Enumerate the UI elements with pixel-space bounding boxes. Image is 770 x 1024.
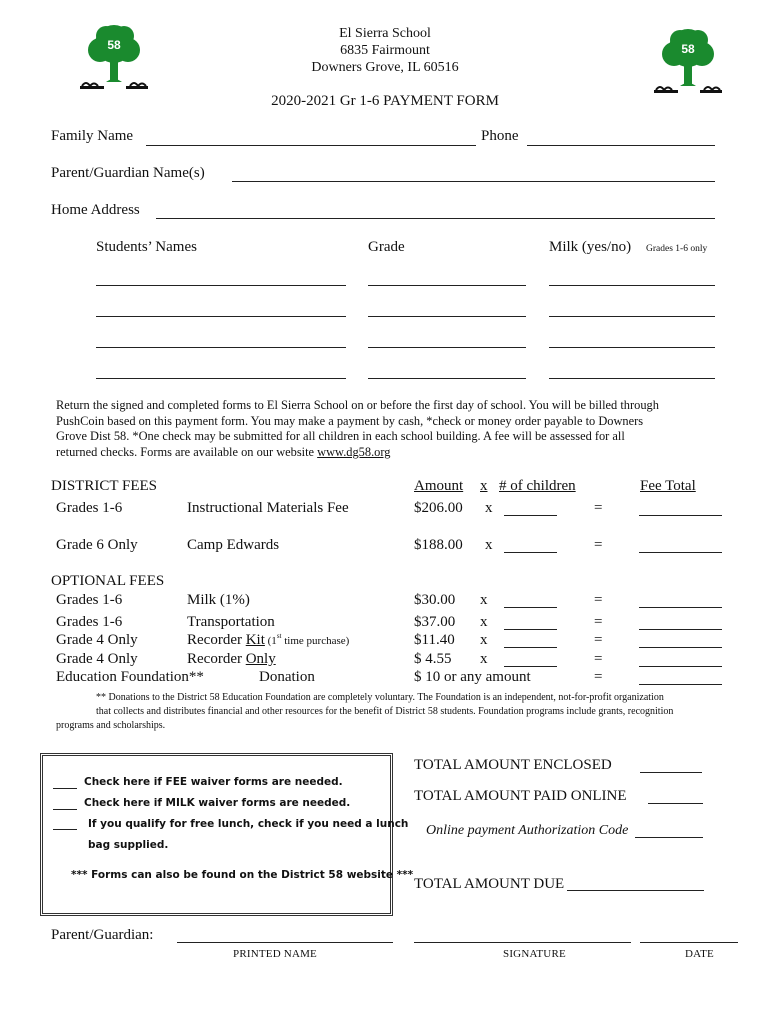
student-grade-field-3[interactable] bbox=[368, 347, 526, 348]
student-milk-field-1[interactable] bbox=[549, 285, 715, 286]
fee-total-field-recorder-kit[interactable] bbox=[639, 647, 722, 648]
children-count-field-transportation[interactable] bbox=[504, 629, 557, 630]
home-address-field[interactable] bbox=[156, 218, 715, 219]
times-sign: x bbox=[480, 651, 488, 667]
school-street: 6835 Fairmount bbox=[340, 43, 430, 58]
school-city: Downers Grove, IL 60516 bbox=[311, 60, 459, 75]
equals-sign: = bbox=[594, 669, 603, 685]
fee-waiver-label: Check here if FEE waiver forms are needed. bbox=[84, 776, 343, 788]
children-count-field-camp[interactable] bbox=[504, 552, 557, 553]
signature-caption: SIGNATURE bbox=[503, 948, 566, 960]
phone-field[interactable] bbox=[527, 145, 715, 146]
children-count-field-recorder-only[interactable] bbox=[504, 666, 557, 667]
total-paid-online-field[interactable] bbox=[648, 803, 703, 804]
fee-total-field-instructional[interactable] bbox=[639, 515, 722, 516]
children-count-field-recorder-kit[interactable] bbox=[504, 647, 557, 648]
family-name-field[interactable] bbox=[146, 145, 476, 146]
children-header: # of children bbox=[499, 478, 576, 494]
fee-row-grades: Grades 1-6 bbox=[56, 500, 123, 516]
fee-total-field-camp[interactable] bbox=[639, 552, 722, 553]
equals-sign: = bbox=[594, 614, 603, 630]
logo-text: 58 bbox=[107, 38, 121, 52]
fee-row-grades: Education Foundation** bbox=[56, 669, 204, 685]
fee-total-field-transportation[interactable] bbox=[639, 629, 722, 630]
phone-label: Phone bbox=[481, 128, 519, 144]
total-due-field[interactable] bbox=[567, 890, 704, 891]
instructions-line-1: Return the signed and completed forms to El Sierra School on or before the first day of school. You will be billed through bbox=[56, 398, 659, 412]
fee-row-amount: $ 10 or any amount bbox=[414, 669, 531, 685]
fee-row-desc: Camp Edwards bbox=[187, 537, 280, 553]
fee-row-grades: Grades 1-6 bbox=[56, 614, 123, 630]
times-header: x bbox=[480, 478, 488, 494]
donation-note-line-3: programs and scholarships. bbox=[56, 720, 166, 731]
lunch-bag-label-line-2: bag supplied. bbox=[88, 839, 169, 851]
printed-name-field[interactable] bbox=[177, 942, 393, 943]
home-address-label: Home Address bbox=[51, 202, 140, 218]
fee-total-header: Fee Total bbox=[640, 478, 696, 494]
milk-header-note: Grades 1-6 only bbox=[646, 244, 708, 254]
fee-row-desc: Transportation bbox=[187, 614, 275, 630]
fee-waiver-checkbox[interactable] bbox=[53, 788, 77, 789]
milk-waiver-checkbox[interactable] bbox=[53, 809, 77, 810]
children-count-field-milk[interactable] bbox=[504, 607, 557, 608]
date-caption: DATE bbox=[685, 948, 714, 960]
optional-fees-heading: OPTIONAL FEES bbox=[51, 573, 165, 589]
equals-sign: = bbox=[594, 592, 603, 608]
date-field[interactable] bbox=[640, 942, 738, 943]
fee-row-grades: Grade 4 Only bbox=[56, 651, 138, 667]
amount-header: Amount bbox=[414, 478, 464, 494]
fee-row-grades: Grade 4 Only bbox=[56, 632, 138, 648]
fee-row-amount: $11.40 bbox=[414, 632, 455, 648]
times-sign: x bbox=[480, 632, 488, 648]
logo-text: 58 bbox=[681, 42, 695, 56]
student-milk-field-4[interactable] bbox=[549, 378, 715, 379]
total-due-label: TOTAL AMOUNT DUE bbox=[414, 876, 565, 892]
total-enclosed-label: TOTAL AMOUNT ENCLOSED bbox=[414, 757, 612, 773]
form-title: 2020-2021 Gr 1-6 PAYMENT FORM bbox=[271, 93, 499, 109]
equals-sign: = bbox=[594, 500, 603, 516]
fee-row-desc: Instructional Materials Fee bbox=[187, 500, 349, 516]
auth-code-label: Online payment Authorization Code bbox=[426, 823, 629, 838]
fee-row-amount: $206.00 bbox=[414, 500, 463, 516]
fee-row-desc: Recorder Kit (1st time purchase) bbox=[187, 632, 350, 648]
children-count-field-instructional[interactable] bbox=[504, 515, 557, 516]
instructions-line-2: PushCoin based on this payment form. You may make a payment by cash, *check or money order payable to Downers bbox=[56, 413, 644, 428]
times-sign: x bbox=[480, 592, 488, 608]
milk-waiver-label: Check here if MILK waiver forms are needed. bbox=[84, 797, 351, 809]
milk-header: Milk (yes/no) bbox=[549, 239, 632, 255]
student-name-field-4[interactable] bbox=[96, 378, 346, 379]
lunch-bag-label-line-1: If you qualify for free lunch, check if you need a lunch bbox=[88, 818, 409, 830]
fee-row-grades: Grade 6 Only bbox=[56, 537, 138, 553]
students-names-header: Students’ Names bbox=[96, 239, 197, 255]
times-sign: x bbox=[485, 537, 493, 553]
parent-names-field[interactable] bbox=[232, 181, 715, 182]
instructions-line-4: returned checks. Forms are available on our website bbox=[56, 444, 318, 459]
donation-note-line-2: that collects and distributes financial and other resources for the benefit of District 58 students. Foundation programs include grants, recognition bbox=[96, 706, 674, 717]
student-name-field-2[interactable] bbox=[96, 316, 346, 317]
equals-sign: = bbox=[594, 632, 603, 648]
grade-header: Grade bbox=[368, 239, 405, 255]
website-link[interactable]: www.dg58.org bbox=[317, 444, 391, 459]
donation-note-line-1: ** Donations to the District 58 Education Foundation are completely voluntary. The Foundation is an independent, not-for-profit organization bbox=[96, 692, 664, 703]
parent-guardian-label: Parent/Guardian: bbox=[51, 927, 154, 943]
fee-row-desc: Milk (1%) bbox=[187, 592, 250, 608]
fee-total-field-milk[interactable] bbox=[639, 607, 722, 608]
fee-row-amount: $30.00 bbox=[414, 592, 456, 608]
fee-row-amount: $188.00 bbox=[414, 537, 463, 553]
student-grade-field-4[interactable] bbox=[368, 378, 526, 379]
student-milk-field-2[interactable] bbox=[549, 316, 715, 317]
student-grade-field-2[interactable] bbox=[368, 316, 526, 317]
fee-row-amount: $37.00 bbox=[414, 614, 456, 630]
student-grade-field-1[interactable] bbox=[368, 285, 526, 286]
instructions-line-3: Grove Dist 58. *One check may be submitted for all children in each school building. A fee will be assessed for all bbox=[56, 429, 625, 443]
fee-total-field-recorder-only[interactable] bbox=[639, 666, 722, 667]
student-milk-field-3[interactable] bbox=[549, 347, 715, 348]
family-name-label: Family Name bbox=[51, 128, 134, 144]
forms-website-note: *** Forms can also be found on the District 58 website *** bbox=[71, 869, 414, 881]
fee-total-field-donation[interactable] bbox=[639, 684, 722, 685]
instructions-paragraph bbox=[56, 398, 756, 460]
fee-row-desc: Recorder Only bbox=[187, 651, 276, 667]
signature-field[interactable] bbox=[414, 942, 631, 943]
printed-name-caption: PRINTED NAME bbox=[233, 948, 317, 960]
student-name-field-3[interactable] bbox=[96, 347, 346, 348]
auth-code-field[interactable] bbox=[635, 837, 703, 838]
total-paid-online-label: TOTAL AMOUNT PAID ONLINE bbox=[414, 788, 627, 804]
student-name-field-1[interactable] bbox=[96, 285, 346, 286]
lunch-bag-checkbox[interactable] bbox=[53, 829, 77, 830]
times-sign: x bbox=[485, 500, 493, 516]
fee-row-grades: Grades 1-6 bbox=[56, 592, 123, 608]
times-sign: x bbox=[480, 614, 488, 630]
equals-sign: = bbox=[594, 537, 603, 553]
fee-row-amount: $ 4.55 bbox=[414, 651, 452, 667]
fee-row-desc: Donation bbox=[259, 669, 315, 685]
school-name: El Sierra School bbox=[339, 26, 431, 41]
district-fees-heading: DISTRICT FEES bbox=[51, 478, 157, 494]
parent-names-label: Parent/Guardian Name(s) bbox=[51, 165, 205, 181]
total-enclosed-field[interactable] bbox=[640, 772, 702, 773]
equals-sign: = bbox=[594, 651, 603, 667]
